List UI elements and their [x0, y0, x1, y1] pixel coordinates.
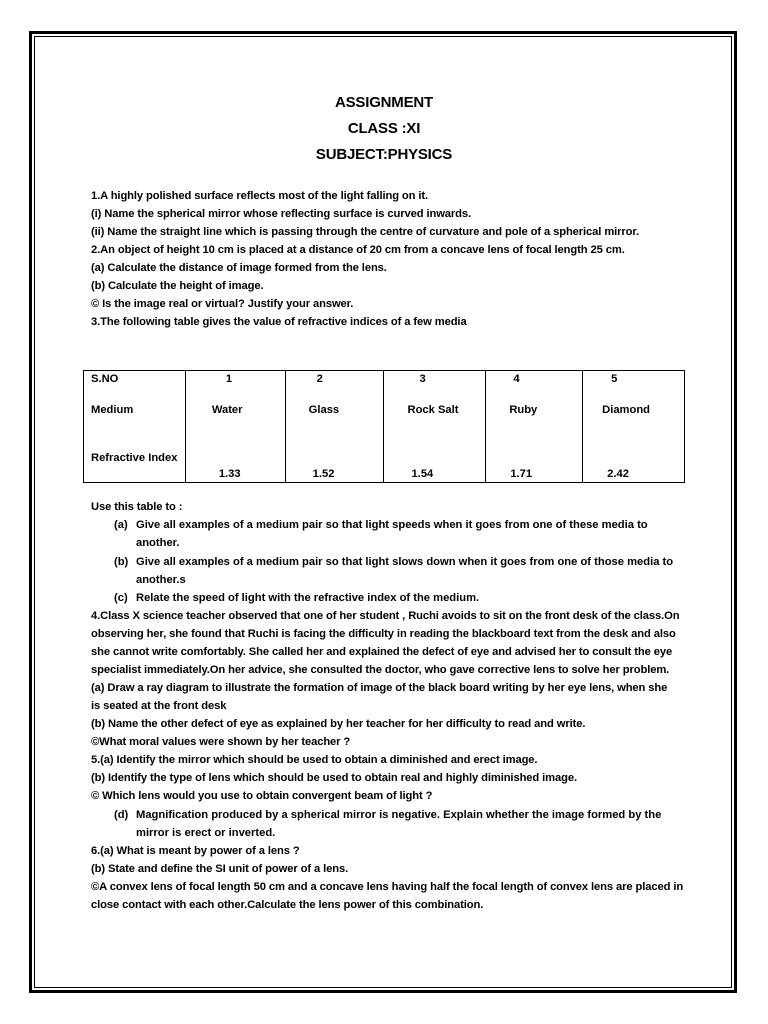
table-cell	[583, 371, 685, 483]
question-2-b: (b) Calculate the height of image.	[91, 280, 264, 292]
list-item-label: (d)	[114, 809, 129, 821]
sno-value: 4	[513, 373, 520, 385]
table-cell	[185, 371, 285, 483]
sno-label: S.NO	[91, 373, 119, 385]
refractive-index-label: Refractive Index	[91, 452, 178, 464]
question-1-i: (i) Name the spherical mirror whose reflecting surface is curved inwards.	[91, 208, 472, 220]
sno-value: 1	[225, 373, 233, 385]
ri-value: 1.54	[411, 468, 434, 480]
list-item: Give all examples of a medium pair so that light slows down when it goes from one of those media to	[136, 556, 674, 568]
question-1: 1.A highly polished surface reflects most of the light falling on it.	[91, 190, 429, 202]
medium-label: Medium	[91, 404, 134, 416]
list-item-label: (a)	[114, 519, 128, 531]
table-cell	[285, 371, 384, 483]
question-4: 4.Class X science teacher observed that one of her student , Ruchi avoids to sit on the front desk of the class.On	[91, 610, 680, 622]
question-1-ii: (ii) Name the straight line which is passing through the centre of curvature and pole of a spherical mirror.	[91, 226, 640, 238]
question-4-text: observing her, she found that Ruchi is facing the difficulty in reading the blackboard text from the desk and also	[91, 628, 676, 640]
question-4-a: (a) Draw a ray diagram to illustrate the formation of image of the black board writing by her eye lens, when she	[91, 682, 668, 694]
question-5-b: (b) Identify the type of lens which should be used to obtain real and highly diminished image.	[91, 772, 578, 784]
list-item: Give all examples of a medium pair so that light speeds when it goes from one of these media to	[136, 519, 648, 531]
question-6-c: ©A convex lens of focal length 50 cm and a concave lens having half the focal length of convex lens are placed in	[91, 881, 684, 893]
medium-value: Water	[211, 404, 243, 416]
question-4-text: she cannot write comfortably. She called her and explained the defect of eye and advised her to consult the eye	[91, 646, 673, 658]
medium-value: Ruby	[509, 404, 538, 416]
table-row	[84, 371, 685, 483]
question-4-c: ©What moral values were shown by her teacher ?	[91, 736, 351, 748]
table-cell	[384, 371, 486, 483]
question-5-d-text: mirror is erect or inverted.	[136, 827, 276, 839]
assignment-title: ASSIGNMENT	[334, 94, 433, 111]
table-use-intro: Use this table to :	[91, 501, 183, 513]
question-2-c: © Is the image real or virtual? Justify your answer.	[91, 298, 354, 310]
question-2-a: (a) Calculate the distance of image formed from the lens.	[91, 262, 387, 274]
table-cell	[486, 371, 583, 483]
sno-value: 5	[611, 373, 618, 385]
question-4-a-text: is seated at the front desk	[91, 700, 227, 712]
question-4-b: (b) Name the other defect of eye as explained by her teacher for her difficulty to read and write.	[91, 718, 586, 730]
sno-value: 2	[316, 373, 323, 385]
ri-value: 1.52	[312, 468, 335, 480]
medium-value: Diamond	[602, 404, 650, 416]
question-2: 2.An object of height 10 cm is placed at a distance of 20 cm from a concave lens of focal length 25 cm.	[91, 244, 625, 256]
ri-value: 1.33	[218, 468, 241, 480]
table-cell	[84, 371, 186, 483]
refractive-index-table	[83, 370, 685, 483]
sno-value: 3	[419, 373, 426, 385]
list-item: another.	[136, 537, 180, 549]
ri-value: 1.71	[510, 468, 533, 480]
question-5-c: © Which lens would you use to obtain convergent beam of light ?	[91, 790, 433, 802]
question-6-a: 6.(a) What is meant by power of a lens ?	[91, 845, 300, 857]
question-5-a: 5.(a) Identify the mirror which should be used to obtain a diminished and erect image.	[91, 754, 538, 766]
question-6-b: (b) State and define the SI unit of power of a lens.	[91, 863, 349, 875]
question-5-d: Magnification produced by a spherical mirror is negative. Explain whether the image formed by the	[136, 809, 662, 821]
list-item-label: (c)	[114, 592, 128, 604]
ri-value: 2.42	[607, 468, 629, 480]
class-line: CLASS :XI	[347, 120, 421, 137]
medium-value: Rock Salt	[407, 404, 459, 416]
question-6-c-text: close contact with each other.Calculate the lens power of this combination.	[91, 899, 484, 911]
subject-line: SUBJECT:PHYSICS	[315, 146, 453, 163]
list-item: Relate the speed of light with the refractive index of the medium.	[136, 592, 480, 604]
medium-value: Glass	[308, 404, 340, 416]
list-item-label: (b)	[114, 556, 129, 568]
question-4-text: specialist immediately.On her advice, she consulted the doctor, who gave corrective lens to solve her problem.	[91, 664, 670, 676]
question-3: 3.The following table gives the value of refractive indices of a few media	[91, 316, 467, 328]
list-item: another.s	[136, 574, 186, 586]
